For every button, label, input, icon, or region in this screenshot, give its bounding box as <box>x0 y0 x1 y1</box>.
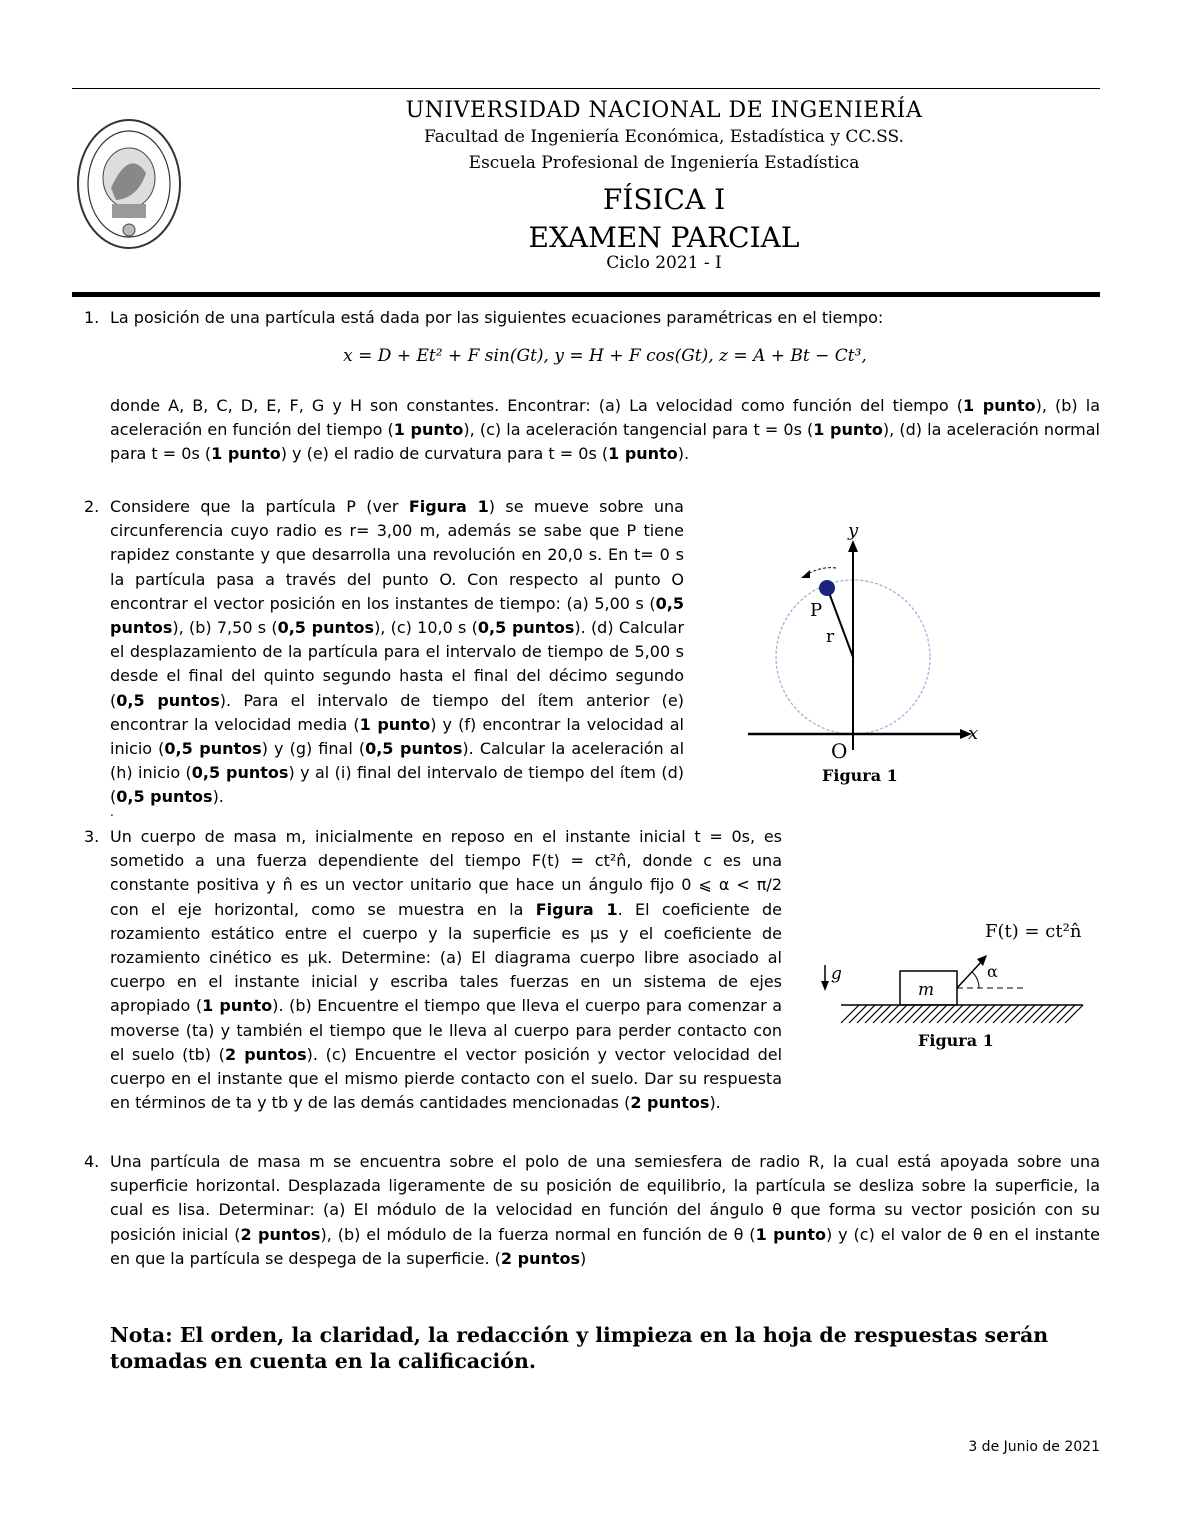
figure-2-caption: Figura 1 <box>918 1031 994 1050</box>
angle-label: α <box>987 962 998 981</box>
r-label: r <box>826 627 835 647</box>
top-rule <box>72 88 1100 89</box>
question-3-number: 3. <box>84 827 100 846</box>
faculty-name: Facultad de Ingeniería Económica, Estadística y CC.SS. <box>424 127 904 147</box>
particle-p <box>819 580 835 596</box>
question-2-body: Considere que la partícula P (ver Figura 1) se mueve sobre una circunferencia cuyo radio es r= 3,00 m, además se sabe que P tiene rapidez constante y que desarrolla una revolución en 20,0 s. En t= 0 s la partícula pasa a través del punto O. Con respecto al punto O encontrar el vector posición en los instantes de tiempo: (a) 5,00 s (0,5 puntos), (b) 7,50 s (0,5 puntos), (c) 10,0 s (0,5 puntos). (d) Calcular el desplazamiento de la partícula para el intervalo de tiempo de 5,00 s desde el final del quinto segundo hasta el final del décimo segundo (0,5 puntos). Para el intervalo de tiempo del ítem anterior (e) encontrar la velocidad media (1 punto) y (f) encontrar la velocidad al inicio (0,5 puntos) y (g) final (0,5 puntos). Calcular la aceleración al (h) inicio (0,5 puntos) y al (i) final del intervalo de tiempo del ítem (d) (0,5 puntos). <box>110 497 685 807</box>
university-seal-logo <box>76 118 182 250</box>
stray-dot: . <box>110 805 114 819</box>
question-4-body: Una partícula de masa m se encuentra sobre el polo de una semiesfera de radio R, la cual está apoyada sobre una superficie horizontal. Desplazada ligeramente de su posición de equilibrio, la partícula se desliza sobre la superficie, la cual es lisa. Determinar: (a) El módulo de la velocidad en función del ángulo θ que forma su vector posición con su posición inicial (2 puntos), (b) el módulo de la fuerza normal en función de θ (1 punto) y (c) el valor de θ en el instante en que la partícula se despega de la superficie. (2 puntos) <box>110 1152 1100 1268</box>
school-name: Escuela Profesional de Ingeniería Estadística <box>468 153 860 173</box>
figure-1-caption: Figura 1 <box>822 766 898 785</box>
force-label: F(t) = ct²n̂ <box>985 921 1082 942</box>
exam-title: EXAMEN PARCIAL <box>528 221 800 254</box>
gravity-label: g <box>831 964 842 984</box>
header-rule <box>72 292 1100 297</box>
question-1-number: 1. <box>84 308 100 327</box>
mass-label: m <box>918 980 935 1000</box>
question-4-number: 4. <box>84 1152 100 1171</box>
o-label: O <box>831 739 848 763</box>
figure-1-circle-diagram <box>740 512 990 792</box>
question-1-intro: La posición de una partícula está dada por las siguientes ecuaciones paramétricas en el tiempo: <box>110 308 884 327</box>
question-2-number: 2. <box>84 497 100 516</box>
course-title: FÍSICA I <box>602 183 726 216</box>
p-label: P <box>810 600 823 621</box>
y-label: y <box>848 520 859 541</box>
ground-hatching <box>841 1005 1083 1023</box>
x-label: x <box>968 723 979 744</box>
question-1-equation: x = D + Et² + F sin(Gt), y = H + F cos(Gt), z = A + Bt − Ct³, <box>343 346 867 366</box>
cycle: Ciclo 2021 - I <box>606 253 722 273</box>
grading-note: Nota: El orden, la claridad, la redacción y limpieza en la hoja de respuestas serán tomadas en cuenta en la calificación. <box>110 1323 1049 1373</box>
question-3-body: Un cuerpo de masa m, inicialmente en reposo en el instante inicial t = 0s, es sometido a una fuerza dependiente del tiempo F(t) = ct²n̂, donde c es una constante positiva y n̂ es un vector unitario que hace un ángulo fijo 0 ⩽ α < π/2 con el eje horizontal, como se muestra en la Figura 1. El coeficiente de rozamiento estático entre el cuerpo y la superficie es μs y el coeficiente de rozamiento cinético es μk. Determine: (a) El diagrama cuerpo libre asociado al cuerpo en el instante inicial y escriba tales fuerzas en un sistema de ejes apropiado (1 punto). (b) Encuentre el tiempo que lleva el cuerpo para comenzar a moverse (ta) y también el tiempo que le lleva al cuerpo para perder contacto con el suelo (tb) (2 puntos). (c) Encuentre el vector posición y vector velocidad del cuerpo en el instante que el mismo pierde contacto con el suelo. Dar su respuesta en términos de ta y tb y de las demás cantidades mencionadas (2 puntos). <box>110 827 783 1113</box>
university-name: UNIVERSIDAD NACIONAL DE INGENIERÍA <box>405 98 923 123</box>
exam-date: 3 de Junio de 2021 <box>968 1439 1100 1455</box>
question-1-body: donde A, B, C, D, E, F, G y H son constantes. Encontrar: (a) La velocidad como función del tiempo (1 punto), (b) la aceleración en función del tiempo (1 punto), (c) la aceleración tangencial para t = 0s (1 punto), (d) la aceleración normal para t = 0s (1 punto) y (e) el radio de curvatura para t = 0s (1 punto). <box>110 396 1101 464</box>
